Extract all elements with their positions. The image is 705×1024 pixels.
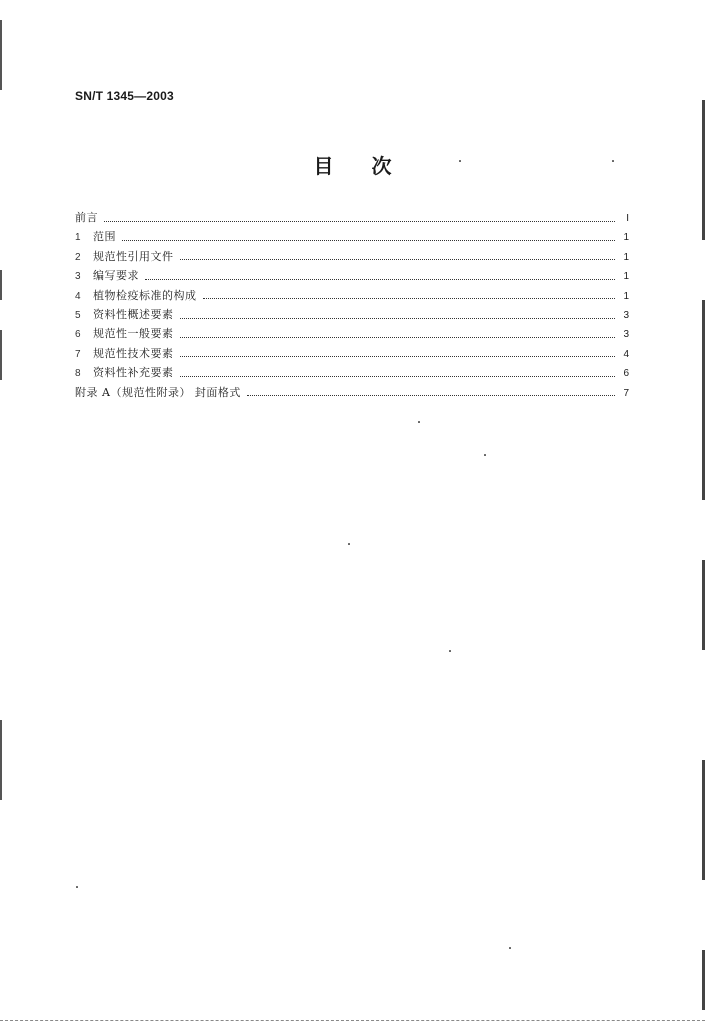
scan-bottom-edge (0, 1020, 705, 1021)
toc-entry-4[interactable] (75, 286, 629, 305)
dot-leader (104, 220, 615, 222)
toc-page-number: 1 (623, 271, 629, 283)
toc-page-number: 3 (623, 309, 629, 321)
toc-entry-2[interactable] (75, 247, 629, 266)
toc-label: 植物检疫标准的构成 (93, 288, 197, 302)
scan-speck (449, 650, 451, 652)
toc-page-number: 7 (623, 387, 629, 399)
scan-speck (612, 160, 614, 162)
document-code: SN/T 1345—2003 (75, 89, 174, 103)
toc-label: 附录 A（规范性附录） 封面格式 (75, 385, 241, 399)
toc-entry-annex-a[interactable] (75, 383, 629, 402)
scan-speck (509, 947, 511, 949)
toc-page-number: I (626, 213, 629, 224)
dot-leader (180, 336, 616, 338)
toc-label: 前言 (75, 211, 98, 224)
toc-section-number: 4 (75, 290, 81, 302)
dot-leader (247, 394, 615, 396)
dot-leader (122, 239, 615, 241)
toc-label: 编写要求 (93, 269, 139, 283)
dot-leader (203, 297, 616, 299)
toc-entry-6[interactable] (75, 324, 629, 343)
toc-entry-7[interactable] (75, 344, 629, 363)
dot-leader (180, 258, 616, 260)
toc-label: 范围 (93, 230, 116, 244)
table-of-contents (75, 208, 629, 402)
toc-page-number: 1 (623, 290, 629, 302)
toc-section-number: 3 (75, 271, 81, 283)
toc-entry-5[interactable] (75, 305, 629, 324)
toc-page-number: 6 (623, 368, 629, 380)
toc-page-number: 4 (623, 348, 629, 360)
scan-speck (418, 421, 420, 423)
toc-page-number: 1 (623, 251, 629, 263)
toc-label: 规范性技术要素 (93, 346, 174, 360)
toc-label: 资料性概述要素 (93, 307, 174, 321)
toc-section-number: 2 (75, 251, 81, 263)
toc-page-number: 1 (623, 232, 629, 244)
toc-label: 规范性一般要素 (93, 327, 174, 341)
toc-entry-foreword[interactable] (75, 208, 629, 227)
toc-page-number: 3 (623, 329, 629, 341)
toc-label: 规范性引用文件 (93, 249, 174, 263)
toc-entry-1[interactable] (75, 227, 629, 246)
toc-entry-3[interactable] (75, 266, 629, 285)
toc-section-number: 1 (75, 232, 81, 244)
toc-label: 资料性补充要素 (93, 366, 174, 380)
toc-section-number: 6 (75, 329, 81, 341)
scan-speck (484, 454, 486, 456)
toc-section-number: 8 (75, 368, 81, 380)
page-title: 目次 (313, 154, 430, 178)
scan-speck (76, 886, 78, 888)
toc-section-number: 5 (75, 309, 81, 321)
toc-section-number: 7 (75, 348, 81, 360)
dot-leader (180, 355, 616, 357)
dot-leader (180, 317, 616, 319)
scan-speck (348, 543, 350, 545)
dot-leader (180, 375, 616, 377)
dot-leader (145, 278, 615, 280)
toc-entry-8[interactable] (75, 363, 629, 382)
scan-speck (459, 160, 461, 162)
